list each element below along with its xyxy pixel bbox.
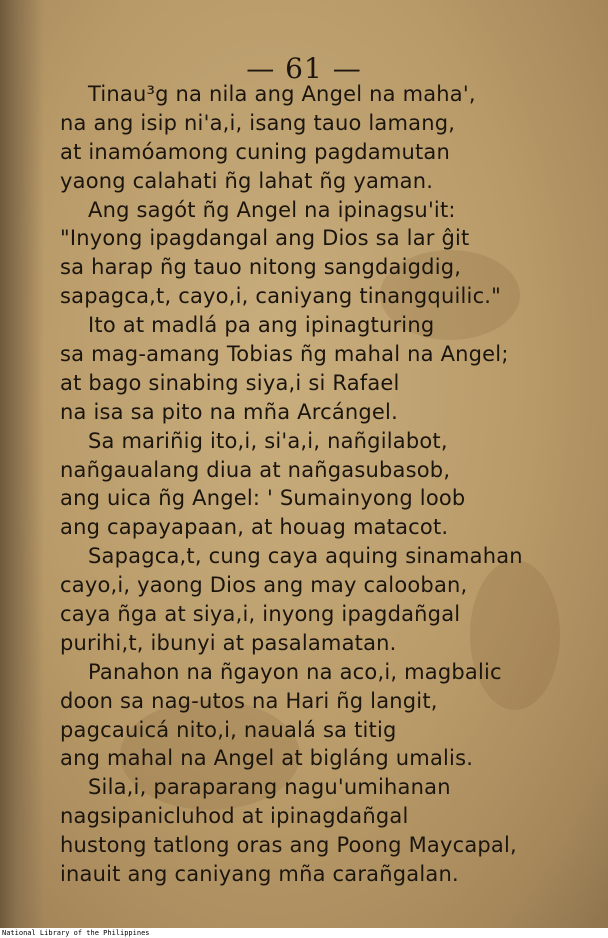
text-line: cayo,i, yaong Dios ang may calooban,: [60, 573, 468, 598]
text-line: na isa sa pito na mña Arcángel.: [60, 399, 398, 424]
text-line: yaong calahati ñg lahat ñg yaman.: [60, 168, 434, 193]
text-line: pagcauicá nito,i, naualá sa titig: [60, 717, 397, 742]
text-line: Ito at madlá pa ang ipinagturing: [88, 313, 435, 338]
text-line: Ang sagót ñg Angel na ipinagsu'it:: [88, 197, 456, 222]
text-line: ang capayapaan, at houag matacot.: [60, 515, 449, 540]
text-line: Sa mariñig ito,i, si'a,i, nañgilabot,: [88, 428, 448, 453]
verse-text-block: [60, 80, 570, 889]
text-line: sapagca,t, cayo,i, caniyang tinangquilic.": [60, 284, 502, 309]
text-line: ang uica ñg Angel: ' Sumainyong loob: [60, 486, 466, 511]
text-line: Tinau³g na nila ang Angel na maha',: [88, 82, 476, 106]
text-line: doon sa nag-utos na Hari ñg langit,: [60, 688, 438, 713]
text-line: "Inyong ipagdangal ang Dios sa lar ĝit: [60, 226, 470, 251]
text-line: inauit ang caniyang mña carañgalan.: [60, 862, 459, 887]
text-line: na ang isip ni'a,i, isang tauo lamang,: [60, 110, 456, 135]
text-line: at bago sinabing siya,i si Rafael: [60, 370, 400, 395]
page-number: — 61 —: [246, 52, 362, 85]
text-line: at inamóamong cuning pagdamutan: [60, 139, 451, 164]
text-line: Sapagca,t, cung caya aquing sinamahan: [88, 544, 523, 569]
text-line: sa harap ñg tauo nitong sangdaigdig,: [60, 255, 462, 280]
text-line: Sila,i, paraparang nagu'umihanan: [88, 775, 451, 800]
text-line: hustong tatlong oras ang Poong Maycapal,: [60, 833, 517, 858]
text-line: nañgaualang diua at nañgasubasob,: [60, 457, 451, 482]
text-line: purihi,t, ibunyi at pasalamatan.: [60, 630, 397, 655]
library-credit: National Library of the Philippines: [2, 929, 150, 937]
text-line: ang mahal na Angel at bigláng umalis.: [60, 746, 474, 771]
page-binding-edge: [0, 0, 44, 928]
text-line: Panahon na ñgayon na aco,i, magbalic: [88, 659, 502, 684]
text-line: caya ñga at siya,i, inyong ipagdañgal: [60, 602, 461, 627]
text-line: nagsipanicluhod at ipinagdañgal: [60, 804, 409, 829]
text-line: sa mag-amang Tobias ñg mahal na Angel;: [60, 342, 509, 367]
